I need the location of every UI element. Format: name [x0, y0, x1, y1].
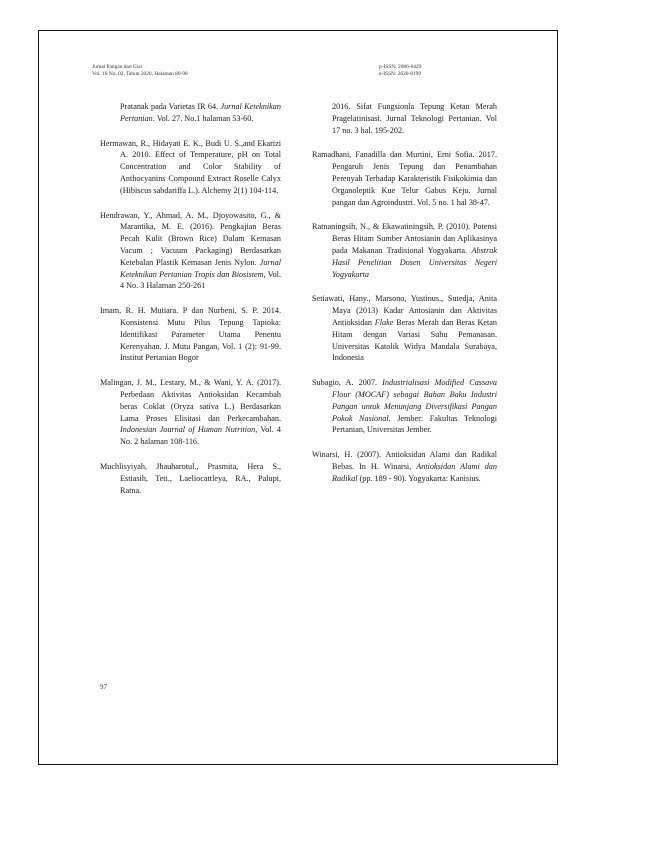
journal-header: [92, 64, 188, 77]
reference-column-left: [100, 101, 281, 496]
reference-item: Winarsi, H. (2007). Antioksidan Alami dan Radikal Bebas. In H. Winarsi, Antioksidan Alami dan Radikal (pp. 189 - 90). Yogyakarta: Kanisius.: [312, 450, 497, 483]
reference-item: Pratanak pada Varietas IR 64. Jurnal Keteknikan Pertanian. Vol. 27. No.1 halaman 53-60.: [120, 102, 281, 123]
reference-item: Hendrawan, Y., Ahmad, A. M., Djoyowasito, G., & Marantika, M. E. (2016). Pengkajian Beras Pecah Kulit (Brown Rice) Dalam Kemasan Vacum ; Vacuum Packaging) Berdasarkan Ketebalan Plastik Kemasan Jenis Nylon. Jurnal Keteknikan Pertanian Tropis dan Biosistem, Vol. 4 No. 3 Halaman 250-261: [100, 210, 282, 291]
reference-item: Ratnaningsih, N., & Ekawatiningsih, P. (2010). Potensi Beras Hitam Sumber Antosianin dan Aplikasinya pada Makanan Tradisional Yogyakarta. Abstrak Hasil Penelitian Dosen Universitas Negeri Yogyakarta: [312, 222, 497, 279]
reference-item: Ramadhani, Fanadilla dan Murtini, Erni Sofia. 2017. Pengaruh Jenis Tepung dan Penambahan Perenyah Terhadap Karakteristik Fisikokimia dan Organoleptik Kue Telur Gabus Keju. Jurnal pangan dan Agroindustri. Vol. 5 no. 1 hal 38-47.: [312, 150, 497, 207]
reference-item: Hermawan, R., Hidayati E. K., Budi U. S.,and Ekarizi A. 2010. Effect of Temperature, pH on Total Concentration and Color Stability of Anthocyanins Compound Extract Roselle Calyx (Hibiscus sabdariffa L.). Alchemy 2(1) 104-114.: [100, 138, 281, 195]
reference-item: Malingan, J. M., Lestary, M., & Wani, Y. A. (2017). Perbedaan Aktivitas Antioksidan Kecambah beras Coklat (Oryza sativa L.) Berdasarkan Lama Proses Elisitasi dan Perkecambahan. Indonesian Journal of Human Nutrition, Vol. 4 No. 2 halaman 108-116.: [100, 378, 282, 447]
online-issn: e-ISSN: 2620-8199: [379, 70, 422, 77]
page-number: 97: [100, 683, 107, 691]
reference-item: 2016. Sifat Fungsionla Tepung Ketan Merah Pragelatinisasi. Jurnal Teknologi Pertanian. Vol 17 no. 3 hal. 195-202.: [332, 102, 497, 135]
reference-item: Subagio, A. 2007. Industrialisasi Modified Cassava Flour (MOCAF) sebagai Bahan Baku Industri Pangan untuk Menunjang Diversifikasi Pangan Pokok Nasional. Jember: Fakultas Teknologi Pertanian, Universitas Jember.: [312, 378, 497, 435]
reference-column-right: [312, 101, 497, 485]
reference-item: Muchlisyiyah, Jhauharotul., Prasmita, Hera S., Estiasih, Teti., Laeliocattleya, RA., Palupi, Ratna.: [100, 461, 281, 495]
issn-header: [379, 64, 421, 77]
reference-item: Setiawati, Hany., Marsono, Yustinus., Sutedja, Anita Maya (2013) Kadar Antosianin dan Aktivitas Antioksidan Flake Beras Merah dan Beras Ketan Hitam dengan Variasi Suhu Pemanasan. Universitas Katolik Widya Mandala Surabaya, Indonesia: [312, 294, 497, 363]
journal-title: Jurnal Pangan dan Gizi: [92, 64, 143, 70]
reference-item: Imam, R. H. Mutiara. P dan Nurbeni, S. P. 2014. Konsistensi Mutu Pilus Tepung Tapioka: Identifikasi Parameter Utama Penentu Kerenyahan. J. Mutu Pangan, Vol. 1 (2): 91-99. Institut Pertanian Bogor: [100, 306, 281, 363]
journal-volume: Vol. 10 No. 02, Tahun 2020, Halaman 80-98: [92, 70, 188, 77]
print-issn: p-ISSN: 2086-6429: [379, 64, 422, 70]
